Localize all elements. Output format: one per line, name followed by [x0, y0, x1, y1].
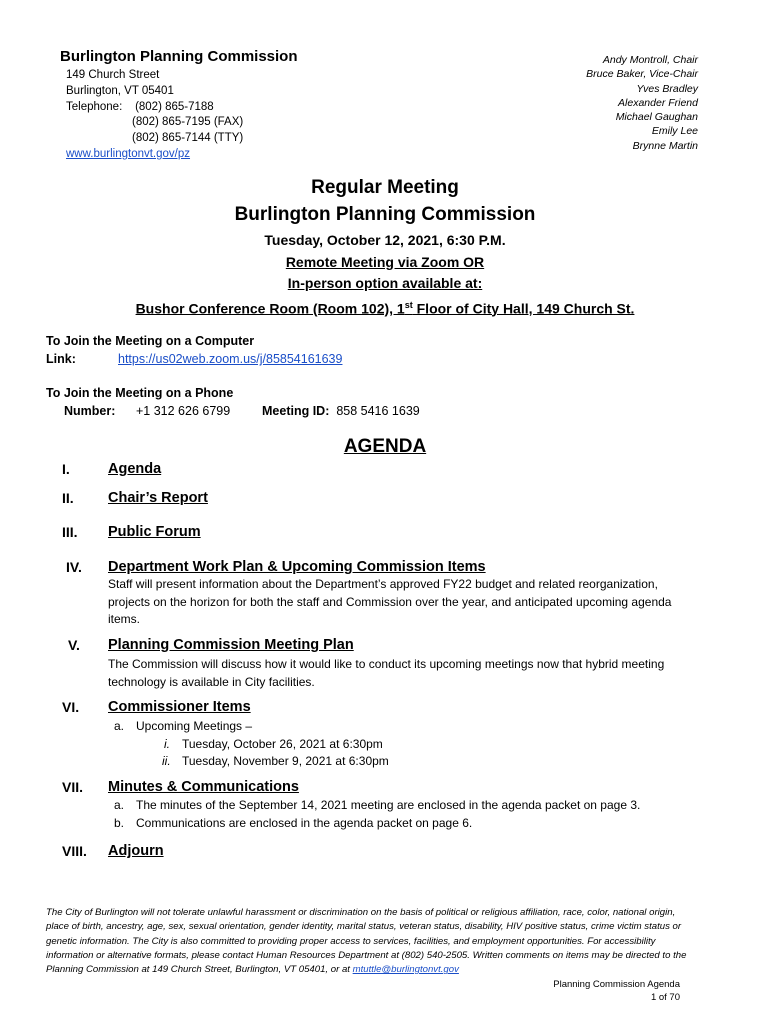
sub-sub-item: Tuesday, October 26, 2021 at 6:30pm	[182, 737, 383, 751]
meeting-location: Bushor Conference Room (Room 102), 1st Floor of City Hall, 149 Church St.	[135, 299, 635, 317]
email-link[interactable]: mtuttle@burlingtonvt.gov	[352, 964, 459, 976]
item-title: Chair’s Report	[108, 490, 208, 506]
member: Emily Lee	[651, 125, 698, 138]
members-list	[498, 53, 698, 153]
member: Brynne Martin	[632, 139, 698, 152]
address-block	[66, 68, 243, 163]
item-number: V.	[68, 637, 80, 653]
website-link[interactable]: www.burlingtonvt.gov/pz	[66, 147, 191, 160]
join-link-row	[46, 352, 343, 366]
sub-item: Communications are enclosed in the agenda packet on page 6.	[136, 816, 473, 830]
inperson-note: In-person option available at:	[287, 275, 483, 291]
agenda-title: AGENDA	[343, 436, 427, 457]
sub-sub-marker: ii.	[162, 754, 171, 768]
item-title: Commissioner Items	[108, 699, 251, 715]
org-name: Burlington Planning Commission	[60, 48, 298, 65]
sub-item-marker: b.	[114, 816, 125, 830]
item-title: Adjourn	[108, 843, 164, 859]
sub-item: The minutes of the September 14, 2021 meeting are enclosed in the agenda packet on page 3.	[136, 798, 641, 812]
item-title: Planning Commission Meeting Plan	[108, 637, 354, 653]
nondiscrimination-notice: The City of Burlington will not tolerate unlawful harassment or discrimination on the basis of political or religious affiliation, race, color, national origin, place of birth, ancestry, age, sex, sexual orientation, gender identity, marital status, veteran status, disability, HIV positive status, crime victim status or genetic information. The City is also committed to providing proper access to services, facilities, and employment opportunities. For accessibility information or alternative formats, please contact Human Resources Department at (802) 540-2505. Written comments on items may be directed to the Planning Commission at 149 Church Street, Burlington, VT 05401, or at mtuttle@burlingtonvt.gov	[46, 907, 687, 976]
join-phone-heading: To Join the Meeting on a Phone	[46, 386, 234, 400]
item-number: VII.	[62, 779, 84, 795]
link-label: Link:	[46, 352, 76, 366]
item-title: Agenda	[108, 461, 162, 477]
title-line2: Burlington Planning Commission	[234, 204, 536, 225]
meeting-id: 858 5416 1639	[336, 404, 420, 418]
sub-sub-marker: i.	[164, 737, 170, 751]
meeting-titles	[0, 174, 770, 320]
join-computer-heading: To Join the Meeting on a Computer	[46, 334, 255, 348]
telephone-row	[66, 100, 243, 116]
item-number: III.	[62, 524, 78, 540]
member: Andy Montroll, Chair	[602, 54, 698, 66]
meeting-date: Tuesday, October 12, 2021, 6:30 P.M.	[264, 232, 506, 248]
member: Bruce Baker, Vice-Chair	[586, 68, 698, 81]
member: Michael Gaughan	[615, 111, 698, 124]
tty: (802) 865-7144 (TTY)	[132, 132, 244, 145]
sub-item: Upcoming Meetings –	[136, 719, 253, 733]
join-phone-row	[64, 404, 464, 418]
page-footer	[553, 978, 680, 1004]
sub-item-marker: a.	[114, 798, 125, 812]
item-number: VI.	[62, 699, 80, 715]
fax: (802) 865-7195 (FAX)	[132, 116, 244, 129]
item-number: IV.	[66, 559, 82, 575]
title-line1: Regular Meeting	[311, 177, 459, 198]
item-number: II.	[62, 490, 74, 506]
member: Yves Bradley	[636, 82, 698, 95]
item-description: Staff will present information about the Department’s approved FY22 budget and related reorganization, projects on the horizon for both the staff and Commission over the year, and anticipated upcoming agenda items.	[108, 577, 672, 626]
zoom-link[interactable]: https://us02web.zoom.us/j/85854161639	[118, 352, 343, 366]
meeting-id-label: Meeting ID:	[262, 404, 330, 418]
street: 149 Church Street	[66, 69, 160, 81]
item-title: Minutes & Communications	[108, 779, 299, 795]
item-title: Department Work Plan & Upcoming Commission Items	[108, 559, 486, 575]
telephone: (802) 865-7188	[135, 100, 214, 113]
remote-note: Remote Meeting via Zoom OR	[285, 253, 485, 270]
sub-item-marker: a.	[114, 719, 125, 733]
page-number: 1 of 70	[650, 992, 680, 1003]
city: Burlington, VT 05401	[66, 84, 174, 97]
item-number: I.	[62, 461, 70, 477]
item-title: Public Forum	[108, 524, 201, 540]
phone-number: +1 312 626 6799	[136, 404, 231, 418]
member: Alexander Friend	[618, 96, 698, 109]
item-description: The Commission will discuss how it would like to conduct its upcoming meetings now that hybrid meeting technology is available in City facilities.	[108, 657, 665, 689]
item-number: VIII.	[62, 843, 87, 859]
page-footer-label: Planning Commission Agenda	[553, 979, 680, 990]
sub-sub-item: Tuesday, November 9, 2021 at 6:30pm	[182, 754, 389, 768]
number-label: Number:	[64, 404, 116, 418]
telephone-label: Telephone:	[66, 100, 123, 113]
